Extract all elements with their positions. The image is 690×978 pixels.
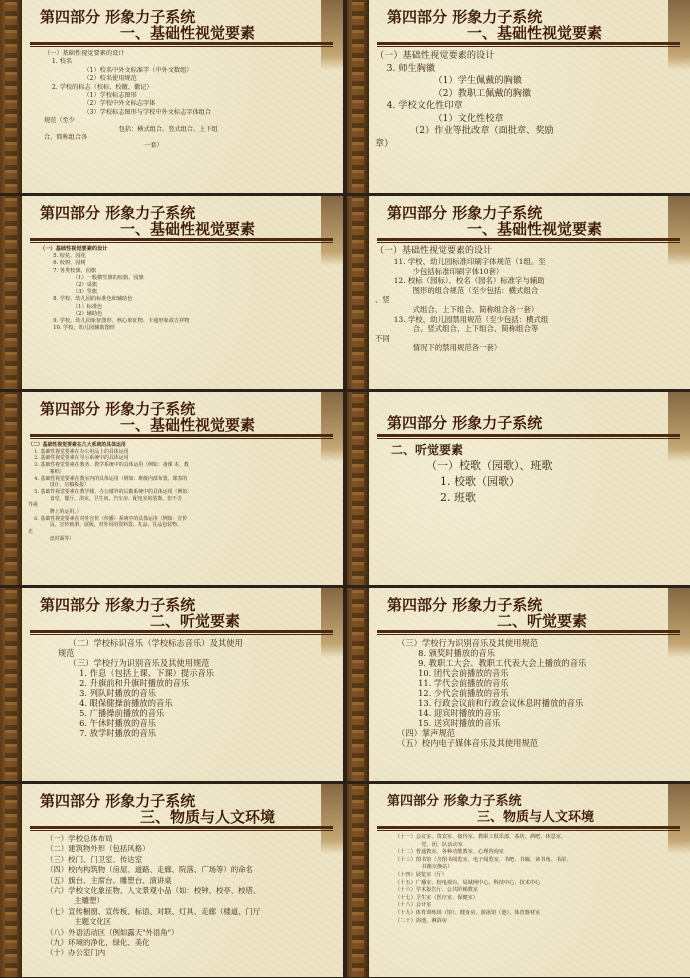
body-line: （3）学校标志图形与学校中外文标志字体组合	[44, 108, 212, 116]
divider	[377, 434, 680, 437]
body-line: 14. 迎宾时播放的音乐	[397, 708, 501, 718]
slide-title: 第四部分 形象力子系统	[40, 204, 196, 222]
slide-3[interactable]	[0, 196, 343, 389]
body-line: 10. 团代会前播放的音乐	[397, 668, 509, 678]
body-line: 页、宣传画册、展板、对外用的资料袋、礼品、礼品包装物、	[28, 522, 182, 529]
body-line: 2. 基础性视觉要素在导示系统中的具体运用	[28, 455, 129, 462]
body-line: 3. 基础性视觉要素在教务、教学系统中的具体运用（例如：备课 本、教	[28, 462, 189, 469]
body-line: （二十）浴池、淋浴房	[395, 917, 447, 924]
body-line: （2）桌旗	[40, 282, 98, 289]
slide-subtitle: 一、基础性视觉要素	[120, 416, 256, 434]
body-line: 5. 基础性视觉要素在教学楼、办公楼外的后勤系统中的具体运用（例如：	[28, 488, 193, 495]
body-line: 5. 广播操前播放的音乐	[58, 708, 165, 718]
body-line: 11. 学代会前播放的音乐	[397, 678, 509, 688]
body-line: 4. 学校文化性印章	[375, 100, 463, 111]
body-line: （九）环境的净化、绿化、美化	[46, 938, 150, 948]
body-line: （六）学校文化象征物、人文景观小品（如：校钟、校亭、校塔、	[46, 886, 261, 896]
decorative-bar	[0, 588, 22, 781]
body-line: 1. 校歌（园歌）	[391, 475, 520, 488]
slide-6[interactable]	[347, 392, 690, 585]
body-line: 1. 基础性视觉要素在办公用品上的具体运用	[28, 448, 129, 455]
body-line: 、竖	[375, 295, 390, 305]
body-line: （1）标准色	[40, 303, 103, 310]
body-line: 主题文化区	[46, 917, 112, 927]
body-line: （二）学校标识音乐（学校标志音乐）及其使用	[58, 638, 243, 648]
divider	[30, 46, 333, 47]
divider	[377, 630, 680, 633]
body-line: 牌上的运用。）	[28, 509, 82, 516]
body-line: （2）作业等批改章（面批章、奖励	[375, 125, 554, 136]
body-line: （十一）会议室、贵宾室、接待室、教职工俱乐部、茶坊、酒吧、休息室、	[395, 834, 567, 840]
divider	[377, 42, 680, 45]
slide-body	[44, 50, 335, 189]
divider	[377, 46, 680, 47]
slide-2[interactable]	[347, 0, 690, 193]
slide-4[interactable]	[347, 196, 690, 389]
body-line: 7. 放学时播放的音乐	[58, 728, 157, 738]
divider	[30, 830, 333, 831]
body-line: 主雕塑）	[46, 896, 104, 906]
body-line: （三）学校行为识别音乐及其使用规范	[397, 638, 539, 648]
body-line: 包括：横式组合、竖式组合、上下组	[44, 125, 218, 133]
body-line: （3）竖旗	[40, 289, 98, 296]
body-line: 12. 少代会前播放的音乐	[397, 688, 509, 698]
body-line: （2）教职工佩戴的胸徽	[375, 87, 532, 99]
slide-title: 第四部分 形象力子系统	[40, 596, 196, 614]
body-line: 规范	[58, 648, 75, 658]
body-line: 4. 眼保健操前播放的音乐	[58, 698, 173, 708]
slide-10[interactable]	[347, 784, 690, 977]
body-line: 2. 学校的标志（校标、校徽、徽记）	[44, 83, 153, 91]
slide-8[interactable]	[347, 588, 690, 781]
divider	[30, 242, 333, 243]
slide-9[interactable]	[0, 784, 343, 977]
body-line: 3. 师生胸徽	[375, 62, 436, 74]
body-line: （2）校名使用规范	[44, 75, 137, 83]
divider	[377, 438, 680, 439]
slide-body	[375, 246, 682, 385]
decorative-bar	[347, 196, 369, 389]
divider	[30, 438, 333, 439]
body-line: （二）建筑物外形（包括风格）	[46, 844, 150, 854]
body-line: 情况下的禁用规范各一套）	[375, 343, 502, 353]
divider	[30, 238, 333, 241]
body-line: 13. 行政会议前和行政会议休息时播放的音乐	[397, 698, 584, 708]
body-line: 盘封面等）	[28, 535, 75, 542]
slide-body	[375, 50, 682, 189]
slide-1[interactable]	[0, 0, 343, 193]
body-line: 6. 基础性视觉要素在对外宣传（传播）系统中的具体运用（例如：宣传	[28, 515, 188, 522]
body-line: 1. 校名	[44, 58, 73, 66]
body-line: （1）校名中外文标准字（中外文数组）	[44, 66, 193, 74]
slide-subtitle: 一、基础性视觉要素	[120, 220, 256, 238]
body-line: （十九）体育训练场（馆）、健身房、游泳馆（池）、体育器材室	[395, 909, 541, 916]
divider	[377, 634, 680, 635]
body-line: 合、竖式组合、上下组合、简称组合等	[375, 324, 539, 334]
body-line: 书籍交换站）	[395, 864, 453, 871]
slide-5[interactable]	[0, 392, 343, 585]
body-line: 1. 作息（包括上课、下课）提示音乐	[58, 668, 215, 678]
body-line: 设计、启稿板报）	[28, 482, 89, 489]
body-line: （一）校歌（园歌）、班歌	[391, 459, 553, 472]
body-line: 9. 教职工大会、教职工代表大会上播放的音乐	[397, 658, 587, 668]
slide-title: 第四部分 形象力子系统	[387, 794, 522, 809]
body-line: （十六）学术报告厅、公共阶梯教室	[395, 887, 479, 894]
body-line: 规范（至少	[44, 117, 75, 125]
body-line: 11. 学校、幼儿园标准印刷字体规范（1组。至	[375, 257, 546, 266]
body-line: （三）校门、门卫室、传达室	[46, 854, 143, 864]
divider	[30, 630, 333, 633]
slide-subtitle: 一、基础性视觉要素	[467, 24, 603, 42]
slide-body	[391, 442, 682, 581]
slide-subtitle: 一、基础性视觉要素	[467, 220, 603, 238]
slide-body	[395, 834, 682, 973]
body-line: （一）基础性视觉要素的设计	[375, 50, 495, 61]
body-line: （七）宣传橱窗、宣传板、标语、对联、灯具、走廊（楼道、门厅	[46, 906, 261, 916]
body-line: 9. 学校、幼儿园象征图形、核心象征物、卡通形象或吉祥物	[40, 318, 190, 325]
body-line: 食堂、餐厅、浴室、卫生间、汽车房、配电室的装饰，但不含	[28, 495, 182, 502]
body-line: （1）学校标志图形	[44, 92, 137, 100]
decorative-bar	[347, 392, 369, 585]
body-line: 式组合、上下组合、简称组合各一套）	[375, 304, 539, 314]
body-line: （一）学校总体布局	[46, 834, 113, 843]
slide-body	[28, 442, 335, 581]
divider	[30, 42, 333, 45]
slide-title: 第四部分 形象力子系统	[387, 8, 543, 26]
body-line: 5. 校花、园花	[40, 253, 86, 260]
body-line: 案纸）	[28, 468, 65, 475]
body-line: 合、简称组合各	[44, 134, 88, 142]
body-line: 2. 班歌	[391, 491, 476, 504]
body-line: （五）校内电子媒体音乐及其使用规范	[397, 738, 539, 748]
slide-title: 第四部分 形象力子系统	[387, 596, 543, 614]
body-line: 光	[28, 529, 33, 536]
body-line: （四）掌声规范	[397, 728, 456, 738]
divider	[30, 826, 333, 829]
body-line: （一）基础性视觉要素的设计	[375, 246, 493, 256]
body-line: （十八）会计室	[395, 902, 432, 909]
body-line: 章）	[375, 137, 394, 149]
body-line: 6. 校树、园树	[40, 260, 86, 267]
body-line: （1）学生佩戴的胸徽	[375, 75, 522, 86]
body-line: （1）文化性校章	[375, 112, 504, 124]
divider	[377, 826, 680, 829]
body-line: 党、团、队活动室	[395, 841, 463, 848]
slide-subtitle: 二、听觉要素	[150, 612, 241, 630]
decorative-bar	[0, 784, 22, 977]
slide-title: 第四部分 形象力子系统	[40, 792, 196, 810]
body-line: （三）学校行为识别音乐及其使用规范	[58, 658, 210, 668]
divider	[377, 830, 680, 831]
body-line: （二）基础性视觉要素在几大系统的具体运用	[28, 442, 126, 448]
slide-subtitle: 一、基础性视觉要素	[120, 24, 256, 42]
body-line: 7. 各类校旗、园旗	[40, 267, 97, 274]
slide-subtitle: 二、听觉要素	[497, 612, 588, 630]
slide-title: 第四部分 形象力子系统	[40, 8, 196, 26]
divider	[377, 242, 680, 243]
slide-body	[40, 246, 335, 385]
body-line: （2）辅助色	[40, 310, 103, 317]
body-line: （四）校内构筑物（房屋、道路、走廊、院落、广场等）的命名	[46, 865, 253, 875]
body-line: （五）旗台、主席台、雕塑台、演讲桌	[46, 875, 172, 885]
body-line: 10. 学校、幼儿园辅助图形	[40, 325, 115, 332]
divider	[377, 238, 680, 241]
slide-title: 第四部分 形象力子系统	[40, 400, 196, 418]
body-line: 8. 颁奖时播放的音乐	[397, 648, 496, 658]
body-line: 少包括标准印刷字体10套）	[375, 266, 504, 276]
slide-7[interactable]	[0, 588, 343, 781]
body-line: 15. 送宾时播放的音乐	[397, 718, 501, 728]
body-line: （一）基础性视觉要素的设计	[40, 246, 108, 252]
body-line: 4. 基础性视觉要素在教室内的具体运用（例如：班级内部布置、课表的	[28, 475, 188, 482]
body-line: 6. 午休时播放的音乐	[58, 718, 157, 728]
decorative-bar	[0, 196, 22, 389]
decorative-bar	[347, 588, 369, 781]
divider	[30, 634, 333, 635]
slide-body	[397, 638, 682, 777]
slide-body	[46, 834, 335, 973]
body-line: 导视	[28, 502, 38, 509]
body-line: （十五）广播室、校电视台、局域网中心、科技中心、技术中心	[395, 879, 541, 886]
body-line: （2）学校中外文标志字体	[44, 100, 156, 108]
body-line: 图形的组合规范（至少包括：横式组合	[375, 285, 539, 295]
slide-subtitle: 三、物质与人文环境	[477, 810, 595, 825]
decorative-bar	[347, 784, 369, 977]
body-line: 2. 升旗前和升旗时播放的音乐	[58, 678, 190, 688]
body-line: 3. 列队时播放的音乐	[58, 688, 157, 698]
body-line: （一）基础性视觉要素的设计	[44, 50, 125, 57]
slide-subtitle: 三、物质与人文环境	[140, 808, 276, 826]
decorative-bar	[0, 0, 22, 193]
body-line: （十）办公室门内	[46, 948, 106, 958]
body-line: 12. 校标（园标）、校名（园名）标准字与辅助	[375, 276, 545, 286]
slide-title: 第四部分 形象力子系统	[387, 414, 543, 432]
body-line: （十七）卫生室（医疗室、保健室）	[395, 894, 479, 901]
body-line: （1）一般横竖旗的校旗、园旗	[40, 274, 144, 281]
decorative-bar	[0, 392, 22, 585]
body-line: 二、听觉要素	[391, 443, 464, 457]
body-line: （十三）图书馆（含图书阅览室、电子阅览室、书吧、书廊、读书角、书屋、	[395, 856, 572, 863]
body-line: 13. 学校、幼儿园禁用规范（至少包括：横式组	[375, 314, 549, 324]
body-line: 8. 学校、幼儿园的标准色和辅助色	[40, 296, 133, 303]
body-line: 一套）	[44, 142, 163, 150]
body-line: （十二）普通教室、各种功能教室、心理咨询室	[395, 849, 504, 856]
decorative-bar	[347, 0, 369, 193]
slide-title: 第四部分 形象力子系统	[387, 204, 543, 222]
slide-body	[58, 638, 335, 777]
body-line: （八）外语活动区（例如露天"外语角"）	[46, 927, 179, 937]
body-line: 不同	[375, 333, 390, 343]
body-line: （十四）展览室（厅）	[395, 871, 447, 878]
divider	[30, 434, 333, 437]
